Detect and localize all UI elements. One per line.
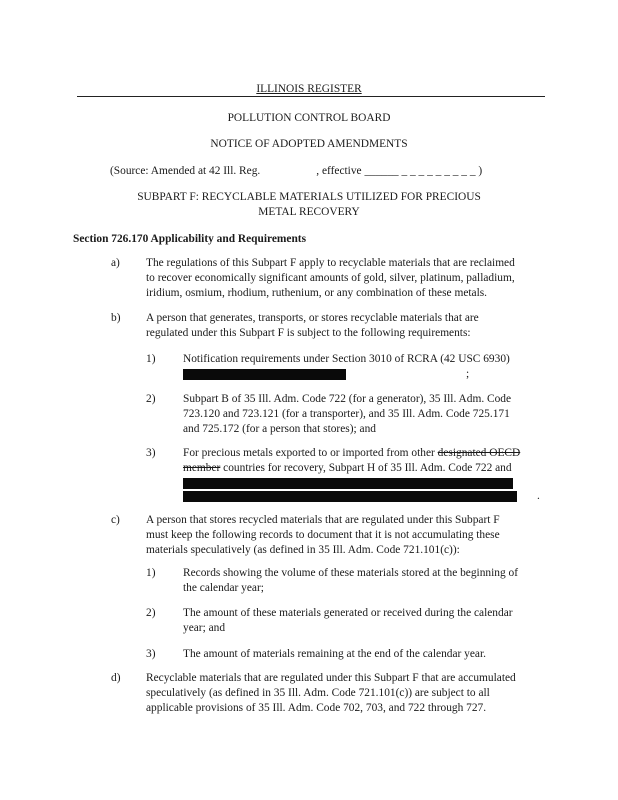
para-b3-line-4-end: . xyxy=(537,490,540,502)
para-b1-line-2-end: ; xyxy=(466,368,470,380)
para-c-line-2: must keep the following records to document that it is not accumulating these xyxy=(146,529,500,541)
para-c2-line-2: year; and xyxy=(183,622,226,634)
para-b-line-1: A person that generates, transports, or stores recyclable materials that are xyxy=(146,312,479,324)
header-rule xyxy=(77,96,545,97)
para-c-line-1: A person that stores recycled materials that are regulated under this Subpart F xyxy=(146,514,500,526)
para-b3-line-2-strike: member xyxy=(183,462,221,474)
para-c3-label: 3) xyxy=(146,648,156,660)
register-title xyxy=(0,82,618,97)
para-a-line-1: The regulations of this Subpart F apply to recyclable materials that are reclaimed xyxy=(146,257,515,269)
para-a-label: a) xyxy=(111,257,120,269)
para-b3-line-1-pre: For precious metals exported to or imported from other xyxy=(183,447,438,459)
para-c2-line-1: The amount of these materials generated or received during the calendar xyxy=(183,607,513,619)
para-b1-line-2 xyxy=(183,367,469,382)
para-c2-label: 2) xyxy=(146,607,156,619)
source-line xyxy=(110,164,482,179)
para-b3-line-4 xyxy=(183,489,540,504)
para-a-line-2: to recover economically significant amounts of gold, silver, platinum, palladium, xyxy=(146,272,515,284)
para-c3-line-1: The amount of materials remaining at the end of the calendar year. xyxy=(183,648,486,660)
para-d-label: d) xyxy=(111,672,121,684)
para-b2-line-1: Subpart B of 35 Ill. Adm. Code 722 (for a generator), 35 Ill. Adm. Code xyxy=(183,393,512,405)
para-b3-line-1-strike: designated OECD xyxy=(437,447,521,459)
source-prefix: (Source: Amended at 42 Ill. Reg. xyxy=(110,165,261,177)
register-title-text: ILLINOIS REGISTER xyxy=(256,83,362,95)
para-b1-line-1: Notification requirements under Section 3010 of RCRA (42 USC 6930) xyxy=(183,353,510,365)
para-c1-label: 1) xyxy=(146,567,156,579)
para-b3-line-1 xyxy=(183,446,520,461)
section-title: Section 726.170 Applicability and Requirements xyxy=(73,233,307,245)
para-b3-line-2 xyxy=(183,461,512,476)
para-c-line-3: materials speculatively (as defined in 35 Ill. Adm. Code 721.101(c)): xyxy=(146,544,460,556)
para-b2-line-3: and 725.172 (for a person that stores); and xyxy=(183,423,376,435)
para-c1-line-2: the calendar year; xyxy=(183,582,264,594)
source-effective: , effective xyxy=(316,165,362,177)
para-d-line-1: Recyclable materials that are regulated under this Subpart F that are accumulated xyxy=(146,672,516,684)
para-b2-label: 2) xyxy=(146,393,156,405)
para-c-label: c) xyxy=(111,514,120,526)
para-b-line-2: regulated under this Subpart F is subject to the following requirements: xyxy=(146,327,471,339)
para-b1-label: 1) xyxy=(146,353,156,365)
para-d-line-3: applicable provisions of 35 Ill. Adm. Code 702, 703, and 722 through 727. xyxy=(146,702,487,714)
subpart-title-line1: SUBPART F: RECYCLABLE MATERIALS UTILIZED FOR PRECIOUS xyxy=(137,191,481,203)
redaction-block xyxy=(183,491,517,502)
redaction-block xyxy=(183,478,513,489)
board-title: POLLUTION CONTROL BOARD xyxy=(227,112,391,124)
para-c1-line-1: Records showing the volume of these materials stored at the beginning of xyxy=(183,567,518,579)
notice-title: NOTICE OF ADOPTED AMENDMENTS xyxy=(210,138,408,150)
para-b-label: b) xyxy=(111,312,121,324)
subpart-title-line2: METAL RECOVERY xyxy=(258,206,360,218)
para-b2-line-2: 723.120 and 723.121 (for a transporter), and 35 Ill. Adm. Code 725.171 xyxy=(183,408,510,420)
para-d-line-2: speculatively (as defined in 35 Ill. Adm. Code 721.101(c)) are subject to all xyxy=(146,687,490,699)
para-b3-line-2-rest: countries for recovery, Subpart H of 35 Ill. Adm. Code 722 and xyxy=(220,462,512,474)
redaction-block xyxy=(183,369,346,380)
para-a-line-3: iridium, osmium, rhodium, ruthenium, or any combination of these metals. xyxy=(146,287,488,299)
para-b3-label: 3) xyxy=(146,447,156,459)
source-blank: ______ _ _ _ _ _ _ _ _ _ ) xyxy=(364,165,483,177)
